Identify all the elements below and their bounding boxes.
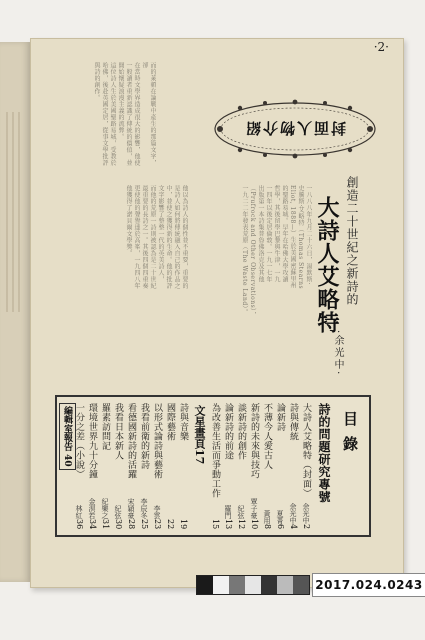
toc-entry-page: 31 [101, 518, 110, 529]
article-body-line: 史騰斯·艾略特（Thomas Stearns [297, 185, 304, 290]
article-body-left [50, 185, 188, 360]
toc-entry-author: 金溟若 [88, 497, 96, 519]
article-body-top [50, 62, 156, 170]
cover-figure-banner [210, 96, 380, 162]
toc-entry-title: 談新詩的創作 [236, 403, 246, 460]
toc-entry-author: 余光中 [302, 502, 310, 524]
article-body-line: （Prufrock and Other Observations）， [249, 185, 256, 319]
toc-entry-title: 新詩的未來與技巧 [249, 403, 259, 479]
toc-entry-list [74, 403, 311, 529]
article-body-line: 哈佛，後赴英國定居，從事文學批評 [101, 62, 108, 166]
toc-entry-meta [223, 505, 233, 529]
toc-entry [236, 403, 246, 529]
article-body-line: Eliot, 1888—）生於美國密蘇里州 [289, 185, 296, 289]
toc-entry-meta [236, 505, 246, 529]
article-body-line: 而他的荒原一詩則被認為是二十世紀 [149, 185, 156, 289]
toc-entry [165, 403, 175, 529]
article-body-line: 開始懷疑浪漫主義的流弊。 [117, 62, 124, 140]
article-body-line: 最重要的長詩之一。其後四個四重奏 [141, 185, 148, 289]
toc-entry [139, 403, 149, 529]
scale-swatch [197, 576, 213, 594]
scale-swatch [213, 576, 229, 594]
toc-heading: 目錄 [341, 411, 359, 461]
toc-entry-page: 4 [289, 523, 298, 529]
toc-entry-meta [178, 519, 188, 529]
article-body-line: 與詩的創作。 [93, 62, 100, 101]
toc-entry-title: 羅素訪問記 [100, 403, 110, 451]
toc-entry-author: 紀樂之 [101, 497, 109, 519]
toc-entry [100, 403, 110, 529]
catalog-number: 2017.024.0243 [312, 573, 425, 597]
toc-entry-title: 以形式論詩與藝術 [152, 403, 162, 479]
toc-entry [210, 403, 220, 529]
toc-entry-title: 看德國新詩的活躍 [126, 403, 136, 479]
toc-entry-meta [74, 505, 84, 529]
article-title: 大詩人艾略特 [314, 196, 340, 334]
article-body-line: 是詩人如何將傳統融入自己的作品之 [173, 185, 180, 289]
article-body-line: 文字影響了整整一代的英美詩人， [157, 185, 164, 283]
toc-entry-title: 論新詩的前途 [223, 403, 233, 460]
article-body-line: 的聖路易城。早年在哈佛大學攻讀 [281, 185, 288, 283]
toc-entry [152, 403, 162, 529]
toc-section-page: 17 [193, 449, 206, 465]
toc-entry-title: 大詩人艾略特（封面） [301, 403, 311, 498]
toc-entry-title: 為改善生活而爭動工作 [210, 403, 220, 498]
toc-entry [262, 403, 272, 529]
toc-entry-page: 23 [153, 518, 162, 529]
toc-entry-page: 10 [250, 518, 259, 529]
toc-entry-meta [275, 510, 285, 529]
toc-entry-title: 論新詩 [275, 403, 285, 432]
article-body-line: 在當時文學界造成很大的影響，他使 [133, 62, 140, 166]
previous-page-edge [0, 42, 31, 582]
article-body-line: 這位詩人生於美國聖路易城，受教於 [109, 62, 116, 166]
article-body-line: 出版第一本詩集普魯佛洛克及其他 [257, 185, 264, 283]
toc-entry-meta [210, 519, 220, 529]
toc-entry-meta [139, 498, 149, 529]
toc-entry [126, 403, 136, 529]
toc-entry-page: 12 [237, 518, 246, 529]
toc-entry-meta [165, 519, 175, 529]
toc-entry [223, 403, 233, 529]
toc-entry-author: 宋穎豪 [127, 497, 135, 519]
article-body-line: 一四年以後定居倫敦。一九一七年 [265, 185, 272, 283]
toc-entry-page: 30 [114, 518, 123, 529]
editor-report-label: 編輯室報告 [62, 406, 72, 451]
article-body-line: 更使他的聲譽達於高峯，一九四八年 [133, 185, 140, 289]
article-body-line: 而的萊頓在論戰中產生的那篇文字，卻 [141, 62, 156, 166]
toc-entry [113, 403, 123, 529]
toc-entry-page: 8 [263, 523, 272, 529]
toc-section-title: 文星畫頁 [193, 405, 206, 449]
toc-entry-author: 紀弦 [114, 504, 122, 519]
scale-swatch [261, 576, 277, 594]
color-scale-bar [196, 575, 310, 595]
toc-entry-page: 36 [75, 518, 84, 529]
toc-entry-title: 一分之差（小說） [74, 403, 84, 479]
toc-entry-meta [152, 505, 162, 529]
toc-entry-page: 28 [127, 518, 136, 529]
toc-entry-page: 6 [276, 523, 285, 529]
article-body-line: 一八八八年九月二十六日，湯默斯· [305, 185, 312, 285]
toc-entry [178, 403, 188, 529]
scale-swatch [245, 576, 261, 594]
toc-entry-page: 15 [211, 518, 220, 529]
toc-entry [249, 403, 259, 529]
article-author: ·余光中· [332, 330, 343, 377]
toc-entry-page: 2 [302, 523, 311, 529]
toc-entry-page: 25 [140, 518, 149, 529]
page-number: ·2· [373, 40, 389, 54]
toc-entry-author: 覃子豪 [250, 497, 258, 519]
toc-entry-author: 林紅 [75, 504, 83, 519]
toc-entry-page: 19 [179, 518, 188, 529]
toc-entry-title: 環境世界九十分鐘 [87, 403, 97, 479]
toc-entry-title: 不薄今人愛古人 [262, 403, 272, 470]
toc-entry [288, 403, 298, 529]
toc-entry-page: 13 [224, 518, 233, 529]
article-body-right [200, 185, 312, 385]
article-body-line: 一九二二年發表荒原（The Waste Land）。 [241, 185, 248, 316]
toc-entry-author: 余光中 [289, 502, 297, 524]
toc-entry-meta [288, 503, 298, 529]
toc-entry-meta [113, 505, 123, 529]
toc-entry-title: 詩與傳統 [288, 403, 298, 441]
toc-issue-title: 詩的問題研究專號 [317, 403, 331, 503]
table-of-contents [55, 395, 371, 537]
editor-report-box [59, 403, 76, 470]
article-body-line: 他以為詩人的個性並不重要，重要的 [181, 185, 188, 289]
toc-entry-title: 國際藝術 [165, 403, 175, 441]
toc-entry-page: 34 [88, 518, 97, 529]
article-body-line: 哲學，其後留學巴黎與牛津，一九 [273, 185, 280, 283]
editor-report-page: 40 [62, 454, 72, 467]
toc-entry-title: 詩與音樂 [178, 403, 188, 441]
toc-entry-meta [249, 498, 259, 529]
toc-entry-author: 李辰冬 [140, 497, 148, 519]
banner-title: 封面人物介紹 [244, 119, 347, 137]
toc-entry-title: 我看日本新人 [113, 403, 123, 460]
toc-entry-meta [87, 498, 97, 529]
toc-entry-meta [262, 510, 272, 529]
toc-entry-author: 羅門 [224, 504, 232, 519]
toc-entry-author: 夏菁 [276, 509, 284, 524]
toc-entry-meta [100, 498, 110, 529]
toc-entry [87, 403, 97, 529]
toc-section-heading [191, 403, 207, 531]
toc-entry [275, 403, 285, 529]
toc-entry [301, 403, 311, 529]
article-body-line: 他獲得了諾貝爾文學獎。 [125, 185, 132, 257]
article-body-line: 一般讀者重新認識了傳統的價值，並 [125, 62, 132, 166]
scale-swatch [277, 576, 293, 594]
toc-entry-author: 紀弦 [237, 504, 245, 519]
article-subtitle: 創造二十世紀之新詩的 [345, 176, 359, 306]
previous-page-ghost-text [6, 112, 24, 312]
scale-swatch [229, 576, 245, 594]
toc-entry-meta [301, 503, 311, 529]
toc-entry-page: 22 [166, 518, 175, 529]
toc-entry-author: 黃用 [263, 509, 271, 524]
scale-swatch [293, 576, 309, 594]
article-body-line: 中，並使之獲得新的生命。他的批評 [165, 185, 172, 289]
toc-entry-title: 我看前衛的新詩 [139, 403, 149, 470]
toc-entry-author: 李雲 [153, 504, 161, 519]
toc-entry-meta [126, 498, 136, 529]
